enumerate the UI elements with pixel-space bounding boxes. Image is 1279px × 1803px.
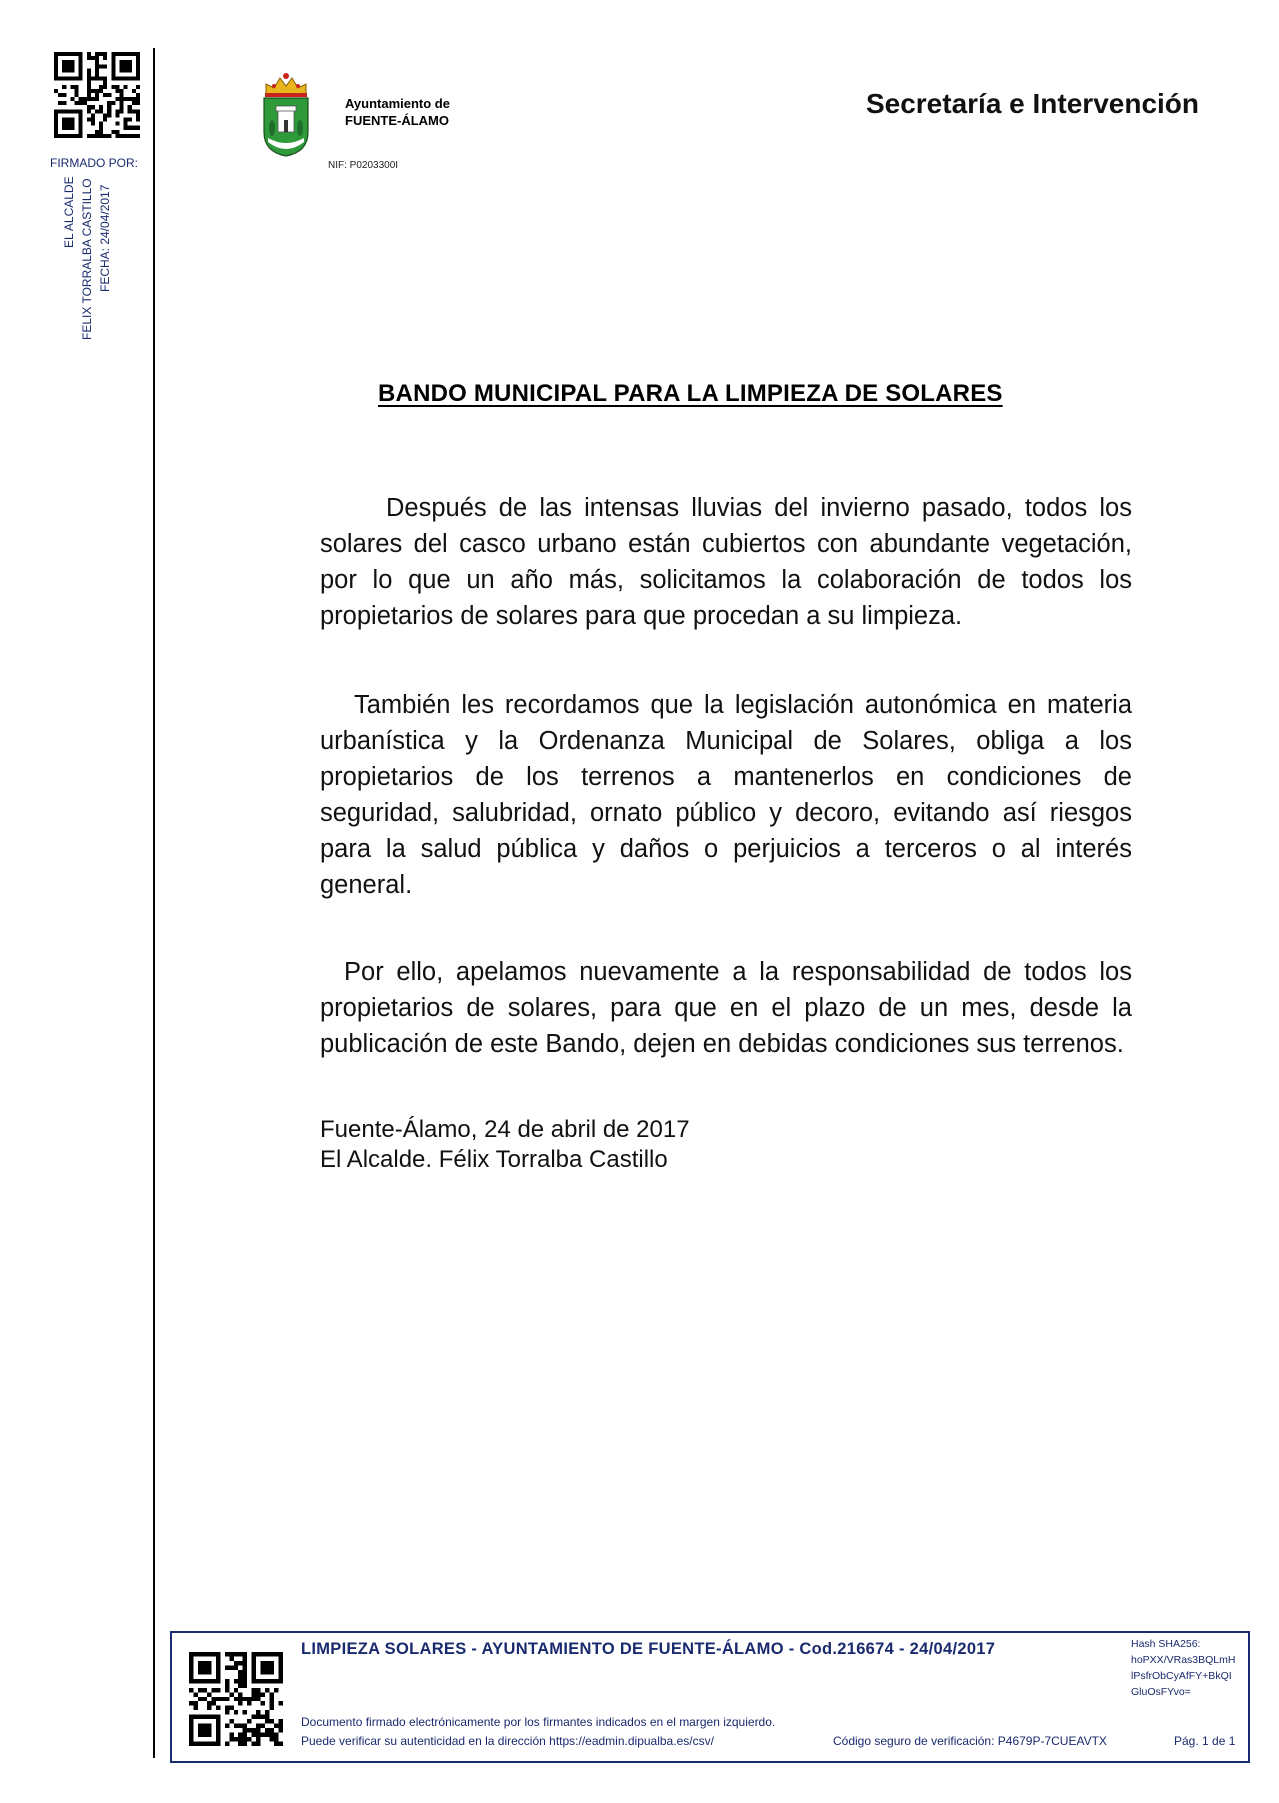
hash-line: hoPXX/VRas3BQLmH [1131,1654,1236,1666]
margin-divider [153,48,155,1758]
document-title: BANDO MUNICIPAL PARA LA LIMPIEZA DE SOLARES [378,380,1003,407]
verification-code: Código seguro de verificación: P4679P-7CUEAVTX [833,1734,1107,1748]
verify-note: Puede verificar su autenticidad en la dirección https://eadmin.dipualba.es/csv/ [301,1734,714,1748]
municipality-name: FUENTE-ÁLAMO [345,113,449,128]
footer-title: LIMPIEZA SOLARES - AYUNTAMIENTO DE FUENTE-ÁLAMO - Cod.216674 - 24/04/2017 [301,1640,996,1658]
paragraph-2: También les recordamos que la legislación autonómica en materia urbanística y la Ordenanza Municipal de Solares, obliga a los propietarios de los terrenos a mantenerlos en condiciones de seguridad, salubridad, ornato público y decoro, evitando así riesgos para la salud pública y daños o perjuicios a terceros o al interés general. [320,691,1132,899]
signed-note: Documento firmado electrónicamente por los firmantes indicados en el margen izquierdo. [301,1715,776,1729]
ayuntamiento-label: Ayuntamiento de [345,96,450,111]
signer-role: EL ALCALDE [62,176,76,248]
qr-code-top [54,52,140,138]
hash-line: GluOsFYvo= [1131,1686,1191,1698]
sign-date: FECHA: 24/04/2017 [98,184,112,292]
qr-code-footer [189,1652,283,1746]
page-number: Pág. 1 de 1 [1174,1734,1236,1748]
signed-by-label: FIRMADO POR: [50,156,139,170]
municipal-crest-icon [260,66,312,158]
signature-line: El Alcalde. Félix Torralba Castillo [320,1146,668,1173]
hash-label: Hash SHA256: [1131,1638,1201,1650]
place-date: Fuente-Álamo, 24 de abril de 2017 [320,1116,690,1143]
paragraph-3: Por ello, apelamos nuevamente a la responsabilidad de todos los propietarios de solares, para que en el plazo de un mes, desde la publicación de este Bando, dejen en debidas condiciones sus terrenos. [320,958,1132,1058]
signer-name: FELIX TORRALBA CASTILLO [80,178,94,340]
nif-number: NIF: P0203300I [328,160,399,171]
paragraph-1: Después de las intensas lluvias del invierno pasado, todos los solares del casco urbano están cubiertos con abundante vegetación, por lo que un año más, solicitamos la colaboración de todos los propietarios de solares para que procedan a su limpieza. [320,494,1132,630]
hash-block [1131,1636,1235,1700]
department-title: Secretaría e Intervención [865,88,1199,119]
hash-line: lPsfrObCyAfFY+BkQI [1131,1670,1232,1682]
